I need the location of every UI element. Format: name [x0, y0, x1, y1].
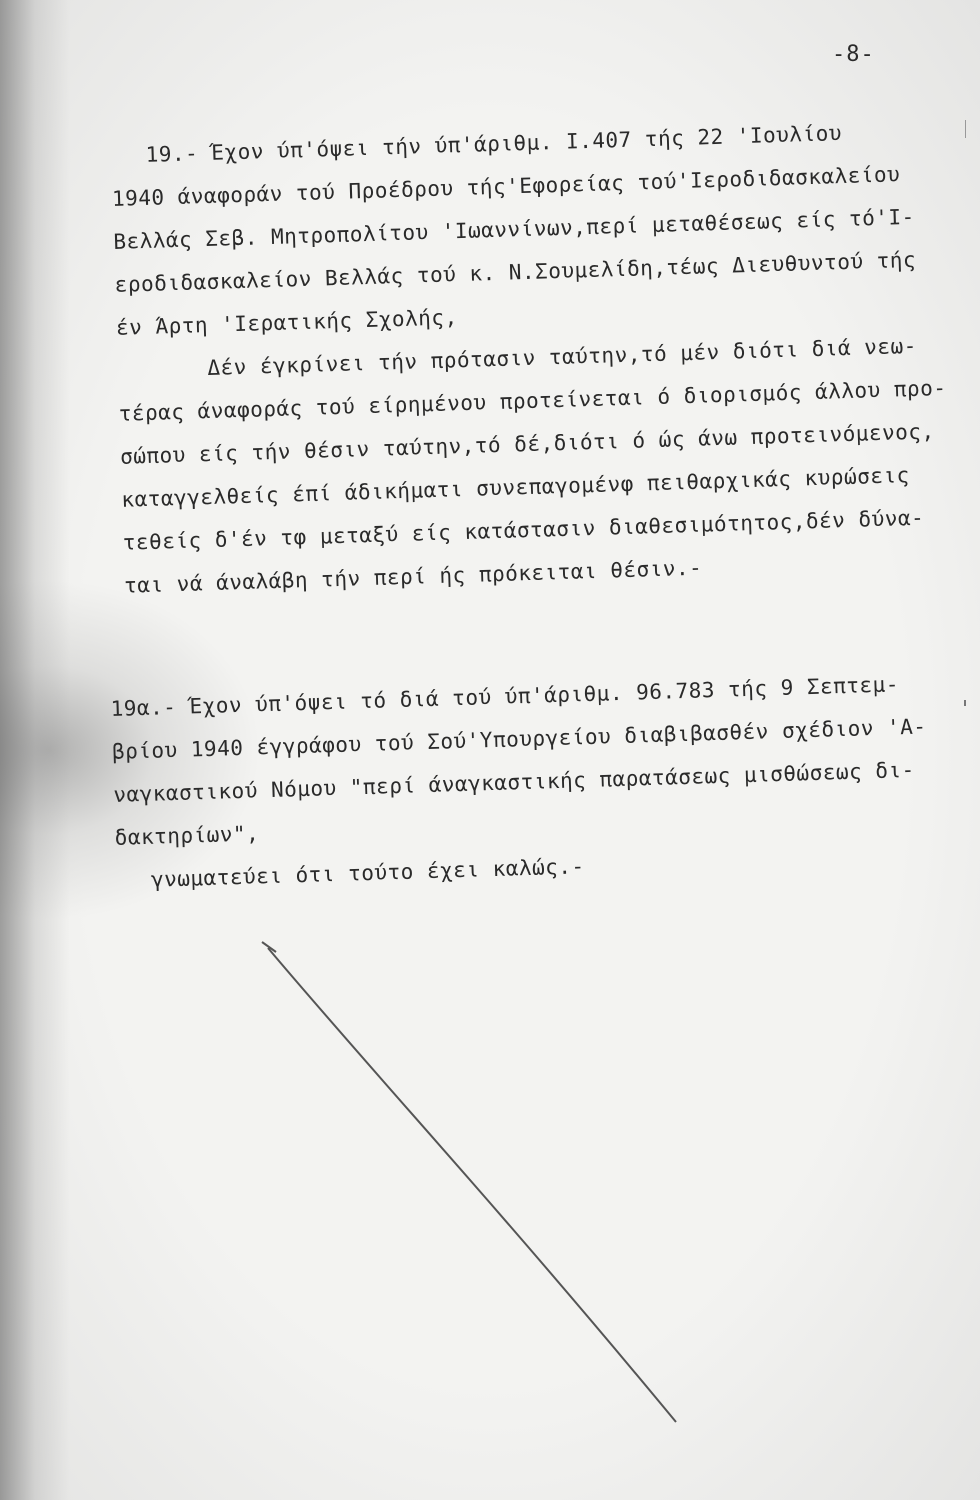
- text-line: δακτηρίων",: [114, 821, 260, 850]
- text-line: εροδιδασκαλείον Βελλάς τού κ. Ν.Σουμελίδη,τέως Διευθυντού τής: [114, 247, 917, 297]
- text-line: Δέν έγκρίνει τήν πρότασιν ταύτην,τό μέν διότι διά νεω-: [206, 333, 918, 381]
- text-line: έν Άρτη 'Ιερατικής Σχολής,: [115, 305, 459, 340]
- diagonal-stroke: [268, 948, 676, 1422]
- text-line: ναγκαστικού Νόμου "περί άναγκαστικής παρατάσεως μισθώσεως δι-: [112, 757, 916, 807]
- page-number: -8-: [832, 42, 875, 67]
- text-line: τεθείς δ'έν τφ μεταξύ είς κατάστασιν διαθεσιμότητος,δέν δύνα-: [122, 505, 925, 555]
- text-line: σώπου είς τήν θέσιν ταύτην,τό δέ,διότι ό ώς άνω προτεινόμενος,: [119, 419, 935, 469]
- text-line: καταγγελθείς έπί άδικήματι συνεπαγομένφ πειθαρχικάς κυρώσεις: [121, 463, 911, 512]
- text-line: 19.- Έχον ύπ'όψει τήν ύπ'άριθμ. Ι.407 τής 22 'Ιουλίου: [145, 121, 843, 167]
- text-line: γνωματεύει ότι τούτο έχει καλώς.-: [150, 854, 585, 892]
- text-line: 19α.- Έχον ύπ'όψει τό διά τού ύπ'άριθμ. 96.783 τής 9 Σεπτεμ-: [110, 672, 900, 721]
- text-line: ται νά άναλάβη τήν περί ής πρόκειται θέσιν.-: [123, 555, 703, 598]
- text-line: βρίου 1940 έγγράφου τού Σού'Υπουργείου διαβιβασθέν σχέδιον 'Α-: [111, 714, 927, 764]
- text-line: 1940 άναφοράν τού Προέδρου τής'Εφορείας τού'Ιεροδιδασκαλείου: [111, 162, 901, 211]
- text-line: Βελλάς Σεβ. Μητροπολίτου 'Ιωαννίνων,περί μεταθέσεως είς τό'Ι-: [112, 204, 916, 254]
- text-line: τέρας άναφοράς τού είρημένου προτείνεται ό διορισμός άλλου προ-: [118, 375, 947, 426]
